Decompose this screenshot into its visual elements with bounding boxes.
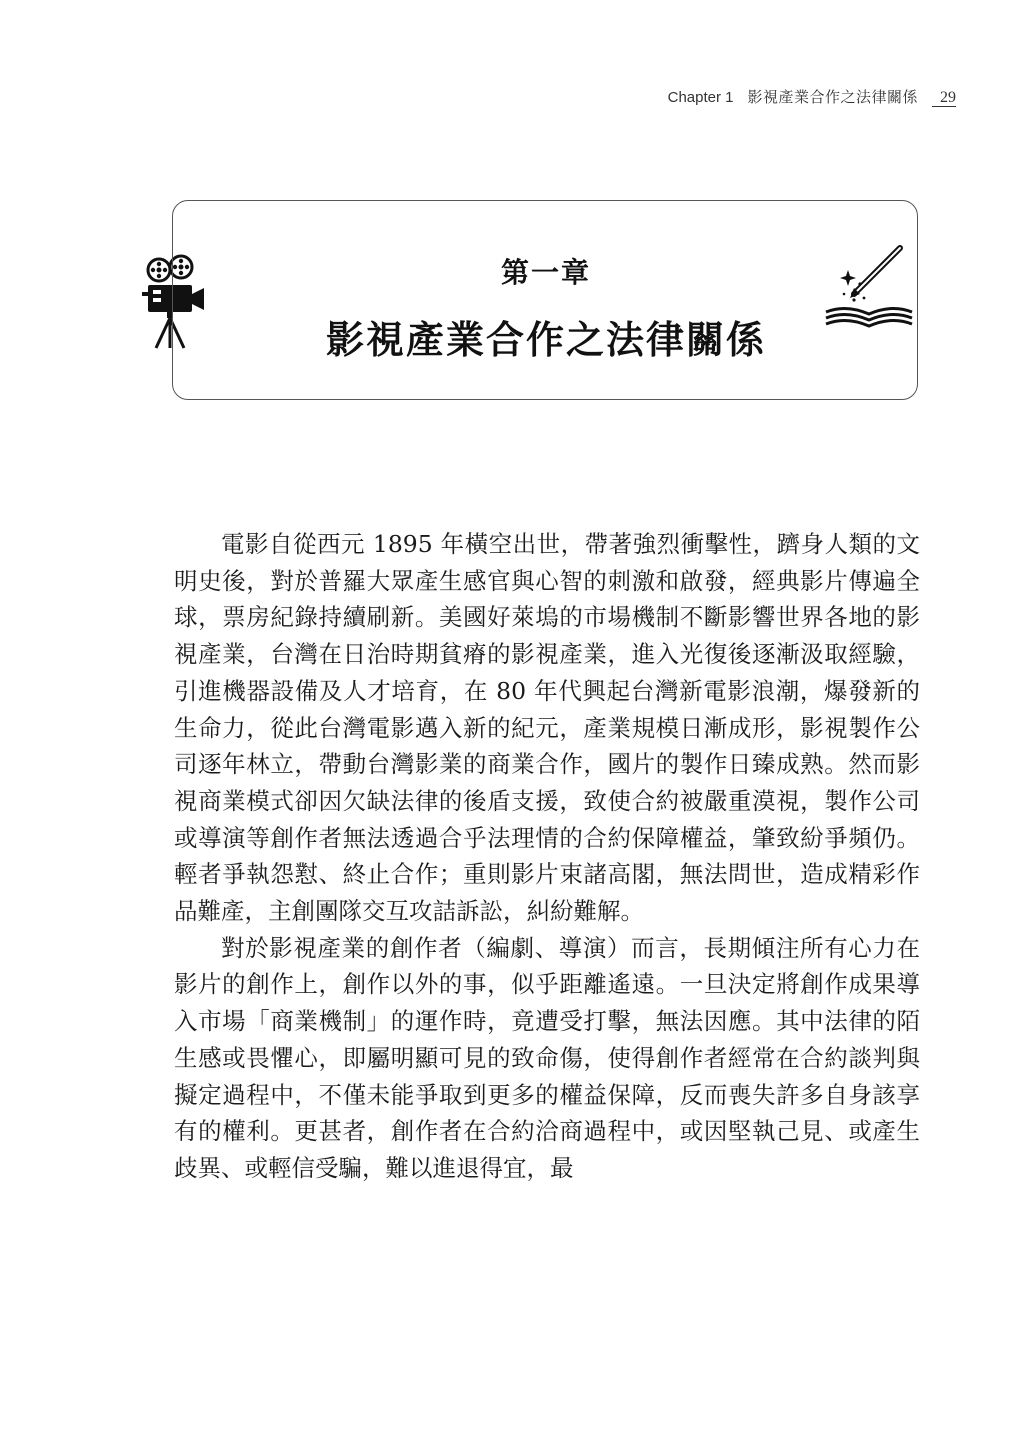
running-header	[668, 86, 956, 107]
running-header-chapter-title: 影視產業合作之法律關係	[747, 89, 918, 106]
body-text	[174, 526, 920, 1187]
paragraph-1: 電影自從西元 1895 年橫空出世，帶著強烈衝擊性，躋身人類的文明史後，對於普羅大眾產生感官與心智的刺激和啟發，經典影片傳遍全球，票房紀錄持續刷新。美國好萊塢的市場機制不斷影響世界各地的影視產業，台灣在日治時期貧瘠的影視產業，進入光復後逐漸汲取經驗，引進機器設備及人才培育，在 80 年代興起台灣新電影浪潮，爆發新的生命力，從此台灣電影邁入新的紀元，產業規模日漸成形，影視製作公司逐年林立，帶動台灣影業的商業合作，國片的製作日臻成熟。然而影視商業模式卻因欠缺法律的後盾支援，致使合約被嚴重漠視，製作公司或導演等創作者無法透過合乎法理情的合約保障權益，肇致紛爭頻仍。輕者爭執怨懟、終止合作；重則影片束諸高閣，無法問世，造成精彩作品難產，主創團隊交互攻詰訴訟，糾紛難解。	[174, 530, 920, 926]
running-header-chapter-label: Chapter 1	[667, 89, 734, 106]
paragraph-2: 對於影視產業的創作者（編劇、導演）而言，長期傾注所有心力在影片的創作上，創作以外的事，似乎距離遙遠。一旦決定將創作成果導入市場「商業機制」的運作時，竟遭受打擊，無法因應。其中法律的陌生感或畏懼心，即屬明顯可見的致命傷，使得創作者經常在合約談判與擬定過程中，不僅未能爭取到更多的權益保障，反而喪失許多自身該享有的權利。更甚者，創作者在合約洽商過程中，或因堅執己見、或產生歧異、或輕信受騙，難以進退得宜，最	[174, 933, 920, 1182]
chapter-number: 第一章	[500, 256, 591, 289]
chapter-title-box	[172, 200, 918, 400]
chapter-title: 影視產業合作之法律關係	[325, 317, 766, 362]
pen-and-book-icon	[824, 242, 914, 328]
page-number: 29	[932, 90, 956, 107]
